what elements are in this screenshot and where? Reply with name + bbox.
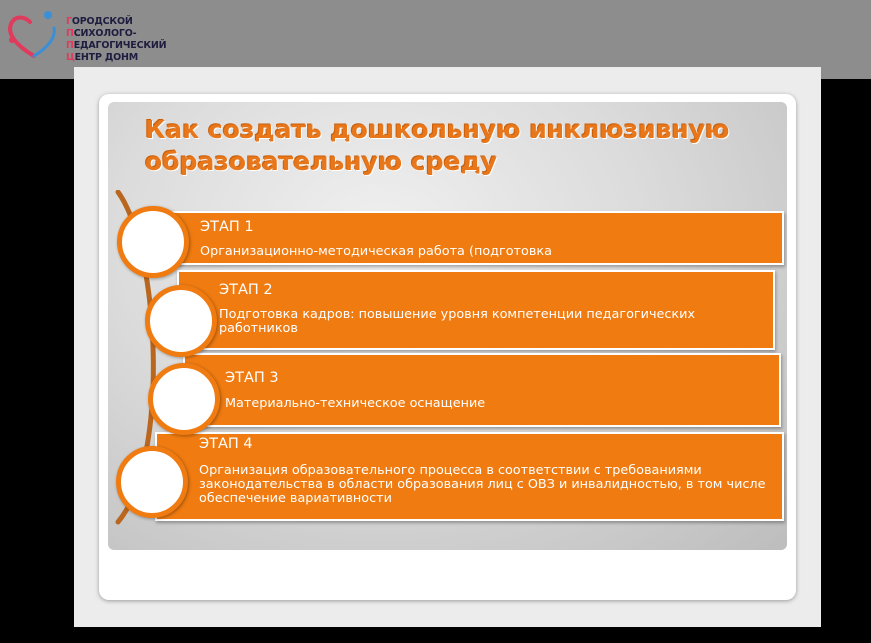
stage-description: Материально-техническое оснащение bbox=[225, 396, 486, 411]
stage-2 bbox=[177, 270, 775, 350]
logo-line: ЦЕНТР ДОНМ bbox=[66, 52, 138, 63]
logo-line: ГОРОДСКОЙ bbox=[66, 16, 133, 27]
stage-3-marker bbox=[148, 363, 220, 435]
stage-1-marker bbox=[117, 206, 189, 278]
stage-description: Организационно-методическая работа (подготовка bbox=[200, 244, 552, 259]
stage-4 bbox=[155, 432, 784, 521]
logo-line: ПЕДАГОГИЧЕСКИЙ bbox=[66, 40, 167, 51]
stage-description: Организация образовательного процесса в соответствии с требованиями законодательства в области образования лиц с ОВЗ и инвалидностью, в том числе обеспечение вариативности bbox=[199, 463, 766, 506]
stage-3 bbox=[183, 353, 781, 427]
stage-description: Подготовка кадров: повышение уровня компетенции педагогических работников bbox=[219, 307, 696, 336]
stage-label: ЭТАП 4 bbox=[199, 436, 253, 452]
stage-1 bbox=[160, 211, 784, 265]
slide-title: Как создать дошкольную инклюзивную образовательную среду bbox=[145, 115, 730, 176]
logo-line: ПСИХОЛОГО- bbox=[66, 28, 137, 39]
stage-4-marker bbox=[116, 446, 188, 518]
center-logo bbox=[4, 6, 204, 68]
stage-label: ЭТАП 2 bbox=[219, 282, 273, 298]
stage-2-marker bbox=[145, 285, 217, 357]
stage-label: ЭТАП 3 bbox=[225, 370, 279, 386]
logo-text bbox=[66, 16, 166, 64]
heart-logo-icon bbox=[4, 6, 64, 66]
stage-label: ЭТАП 1 bbox=[200, 219, 254, 235]
